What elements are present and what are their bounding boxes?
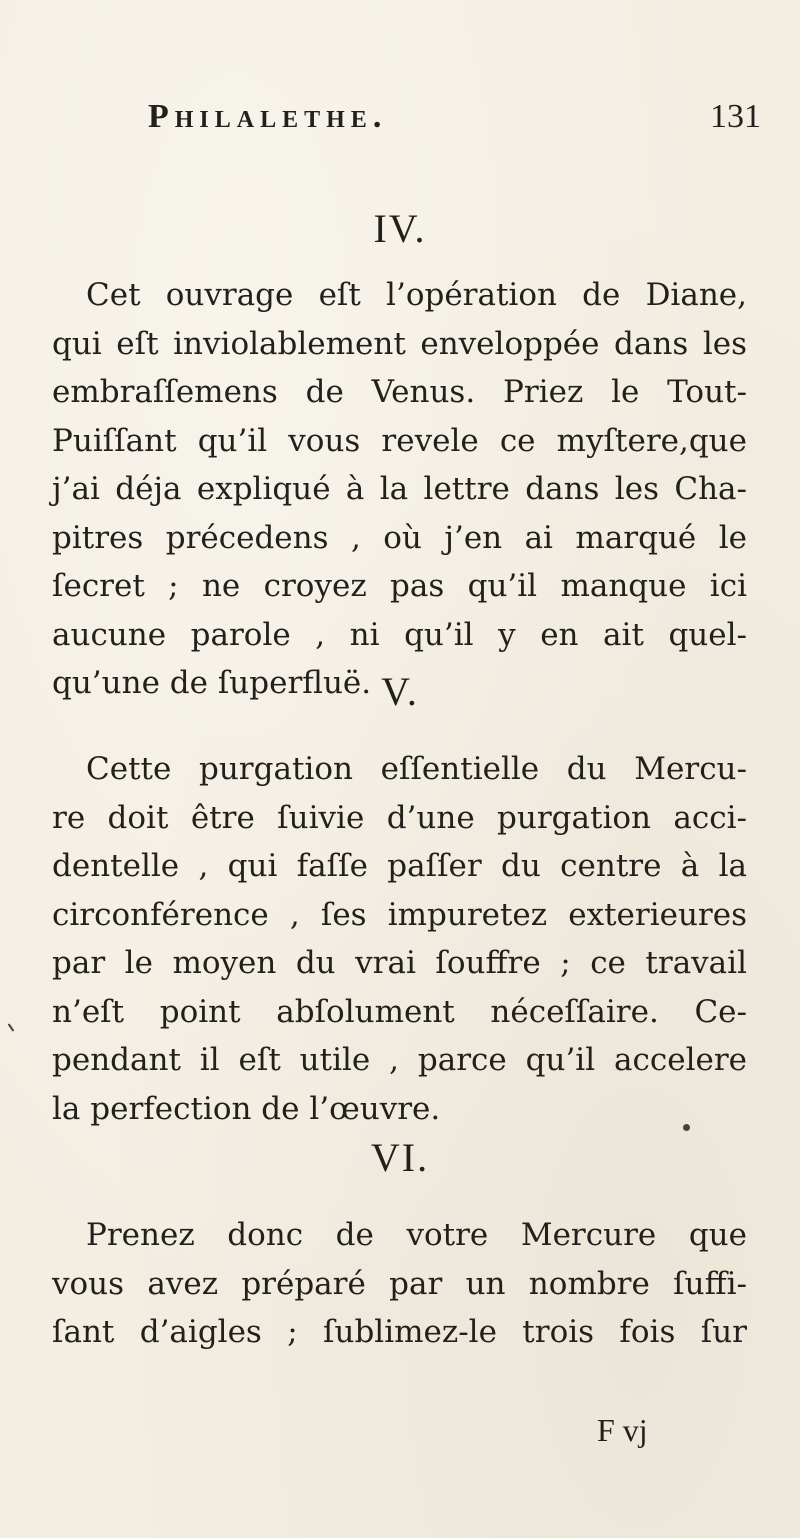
text-line: qui eſt inviolablement enveloppée dans les [52, 325, 747, 362]
text-line: Cette purgation eſſentielle du Mercu- [86, 751, 747, 787]
text-line: aucune parole , ni qu’il y en ait quel- [52, 616, 747, 653]
text-line: dentelle , qui faſſe paſſer du centre à la [52, 848, 747, 884]
text-line: embraſſemens de Venus. Priez le Tout- [52, 374, 747, 410]
section-heading-iv: IV. [373, 206, 427, 251]
text-line: vous avez préparé par un nombre ſuffi- [52, 1265, 747, 1302]
signature-mark: F vj [597, 1412, 648, 1448]
section-paragraph-vi [52, 1211, 747, 1357]
text-line: pitres précedens , où j’en ai marqué le [52, 519, 747, 556]
text-line: j’ai déja expliqué à la lettre dans les Cha- [52, 471, 747, 507]
ink-speck [683, 1124, 690, 1131]
text-line: n’eſt point abſolument néceſſaire. Ce- [52, 993, 747, 1030]
text-line: Prenez donc de votre Mercure que [86, 1217, 747, 1253]
section-heading-vi: VI. [370, 1135, 430, 1180]
section-heading-v: V. [381, 669, 419, 714]
text-line: Cet ouvrage eſt l’opération de Diane, [86, 277, 747, 313]
text-line: par le moyen du vrai ſouffre ; ce travail [52, 945, 747, 981]
running-title: Philalethe. [148, 98, 388, 135]
text-line: circonférence , ſes impuretez exterieures [52, 896, 747, 933]
text-line: Puiſſant qu’il vous revele ce myſtere,que [52, 422, 747, 459]
text-line: ſant d’aigles ; ſublimez-le trois fois ſur [52, 1314, 747, 1350]
text-line: ſecret ; ne croyez pas qu’il manque ici [52, 568, 747, 604]
text-line: pendant il eſt utile , parce qu’il accelere [52, 1042, 747, 1078]
section-paragraph-iv [52, 271, 747, 708]
text-line: qu’une de ſuperfluë. [52, 665, 372, 701]
ink-speck [8, 1023, 15, 1032]
text-line: la perfection de l’œuvre. [52, 1090, 441, 1127]
section-paragraph-v [52, 745, 747, 1133]
page-number: 131 [710, 98, 761, 135]
text-line: re doit être ſuivie d’une purgation acci- [52, 799, 747, 836]
